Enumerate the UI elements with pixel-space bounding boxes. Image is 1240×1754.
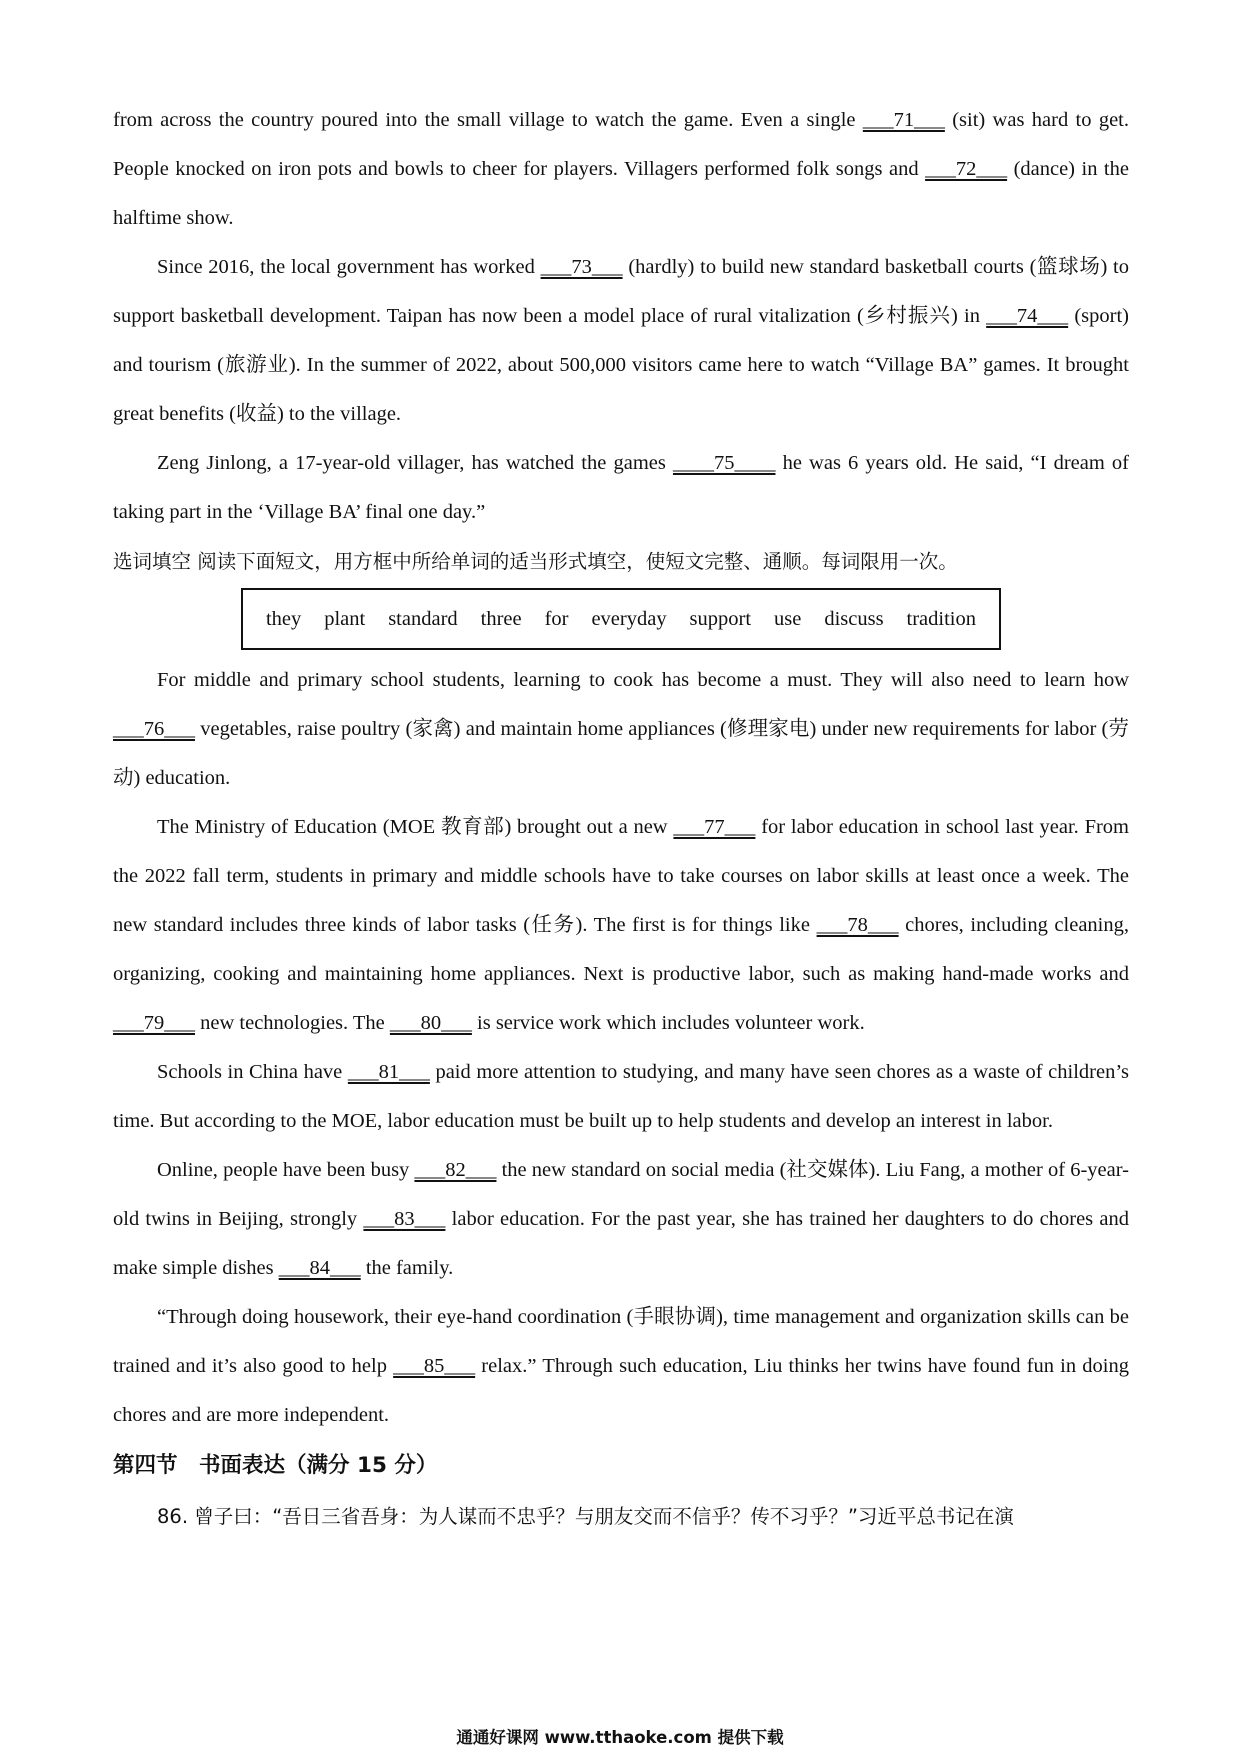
passage1-paragraph3 [113, 439, 1129, 537]
blank-72[interactable]: ___72___ [925, 158, 1008, 180]
blank-84[interactable]: ___84___ [278, 1257, 361, 1279]
section3-instruction: 选词填空 阅读下面短文，用方框中所给单词的适当形式填空，使短文完整、通顺。每词限用一次。 [113, 550, 958, 573]
text-run: the family. [360, 1257, 454, 1279]
blank-79[interactable]: ___79___ [113, 1012, 195, 1034]
text-run: “Through doing housework, their eye-hand coordination (手眼协调), time management and organization skills can be trained and it’s also good to help [113, 1306, 1129, 1377]
text-run: labor education. For the past year, she has trained her daughters to do chores and make simple dishes [113, 1208, 1129, 1279]
document-page [113, 96, 1129, 1541]
page-footer: 通通好课网 www.tthaoke.com 提供下载 [456, 1728, 784, 1747]
text-run: Zeng Jinlong, a 17-year-old villager, has watched the games [157, 452, 673, 474]
text-run: relax.” Through such education, Liu thinks her twins have found fun in doing chores and are more independent. [113, 1355, 1129, 1426]
blank-71[interactable]: ___71___ [862, 109, 945, 131]
text-run: Since 2016, the local government has worked [157, 256, 541, 278]
text-run: from across the country poured into the small village to watch the game. Even a single [113, 109, 863, 131]
blank-73[interactable]: ___73___ [540, 256, 623, 278]
text-run: Schools in China have [157, 1061, 348, 1083]
text-run: For middle and primary school students, learning to cook has become a must. They will also need to learn how [157, 669, 1129, 691]
word-box-item: discuss [824, 607, 884, 630]
passage1-paragraph1 [113, 96, 1129, 243]
word-box [241, 588, 1001, 650]
text-run: (hardly) to build new standard basketball courts (篮球场) to support basketball development. Taipan has now been a model place of rural vitalization (乡村振兴) in [113, 256, 1129, 327]
text-run: (sport) and tourism (旅游业). In the summer of 2022, about 500,000 visitors came here to watch “Village BA” games. It brought great benefits (收益) to the village. [113, 305, 1129, 425]
text-run: for labor education in school last year. From the 2022 fall term, students in primary and middle schools have to take courses on labor skills at least once a week. The new standard includes three kinds of labor tasks (任务). The first is for things like [113, 816, 1130, 936]
text-run: he was 6 years old. He said, “I dream of taking part in the ‘Village BA’ final one day.” [113, 452, 1129, 523]
text-run: is service work which includes volunteer work. [471, 1012, 865, 1034]
text-run: the new standard on social media (社交媒体). Liu Fang, a mother of 6-year-old twins in Beijing, strongly [113, 1159, 1129, 1230]
passage2-paragraph5 [113, 1293, 1129, 1440]
blank-75[interactable]: ____75____ [672, 452, 776, 474]
text-run: new technologies. The [195, 1012, 390, 1034]
passage2-paragraph2 [113, 803, 1129, 1048]
blank-80[interactable]: ___80___ [389, 1012, 472, 1034]
word-box-item: plant [324, 607, 366, 630]
word-box-item: support [689, 607, 752, 630]
word-box-item: use [774, 607, 802, 630]
blank-74[interactable]: ___74___ [986, 305, 1069, 327]
passage2-paragraph3 [113, 1048, 1129, 1146]
blank-82[interactable]: ___82___ [414, 1159, 497, 1181]
word-box-item: tradition [906, 607, 976, 630]
passage1-paragraph2 [113, 243, 1129, 439]
section4-heading: 第四节 书面表达（满分 15 分） [113, 1453, 438, 1478]
passage2-paragraph1 [113, 656, 1129, 803]
word-box-item: standard [388, 607, 458, 630]
blank-83[interactable]: ___83___ [363, 1208, 446, 1230]
text-run: The Ministry of Education (MOE 教育部) brought out a new [157, 816, 674, 838]
word-box-item: everyday [591, 607, 667, 630]
blank-77[interactable]: ___77___ [673, 816, 756, 838]
blank-76[interactable]: ___76___ [113, 718, 195, 740]
text-run: vegetables, raise poultry (家禽) and maintain home appliances (修理家电) under new requirements for labor (劳动) education. [113, 718, 1129, 789]
text-run: (sit) was hard to get. People knocked on iron pots and bowls to cheer for players. Villagers performed folk songs and [113, 109, 1129, 180]
word-box-item: they [265, 607, 302, 630]
text-run: chores, including cleaning, organizing, cooking and maintaining home appliances. Next is productive labor, such as making hand-made works and [113, 914, 1129, 985]
text-run: Online, people have been busy [157, 1159, 415, 1181]
question-86: 86. 曾子曰：“吾日三省吾身：为人谋而不忠乎？与朋友交而不信乎？传不习乎？”习近平总书记在演 [157, 1505, 1014, 1528]
word-box-item: three [480, 607, 522, 630]
blank-85[interactable]: ___85___ [393, 1355, 476, 1377]
word-box-item: for [544, 607, 569, 630]
text-run: paid more attention to studying, and many have seen chores as a waste of children’s time. But according to the MOE, labor education must be built up to help students and develop an interest in labor. [113, 1061, 1129, 1132]
blank-81[interactable]: ___81___ [347, 1061, 430, 1083]
passage2-paragraph4 [113, 1146, 1129, 1293]
word-box-wrapper [113, 588, 1129, 650]
blank-78[interactable]: ___78___ [816, 914, 899, 936]
text-run: (dance) in the halftime show. [113, 158, 1129, 229]
